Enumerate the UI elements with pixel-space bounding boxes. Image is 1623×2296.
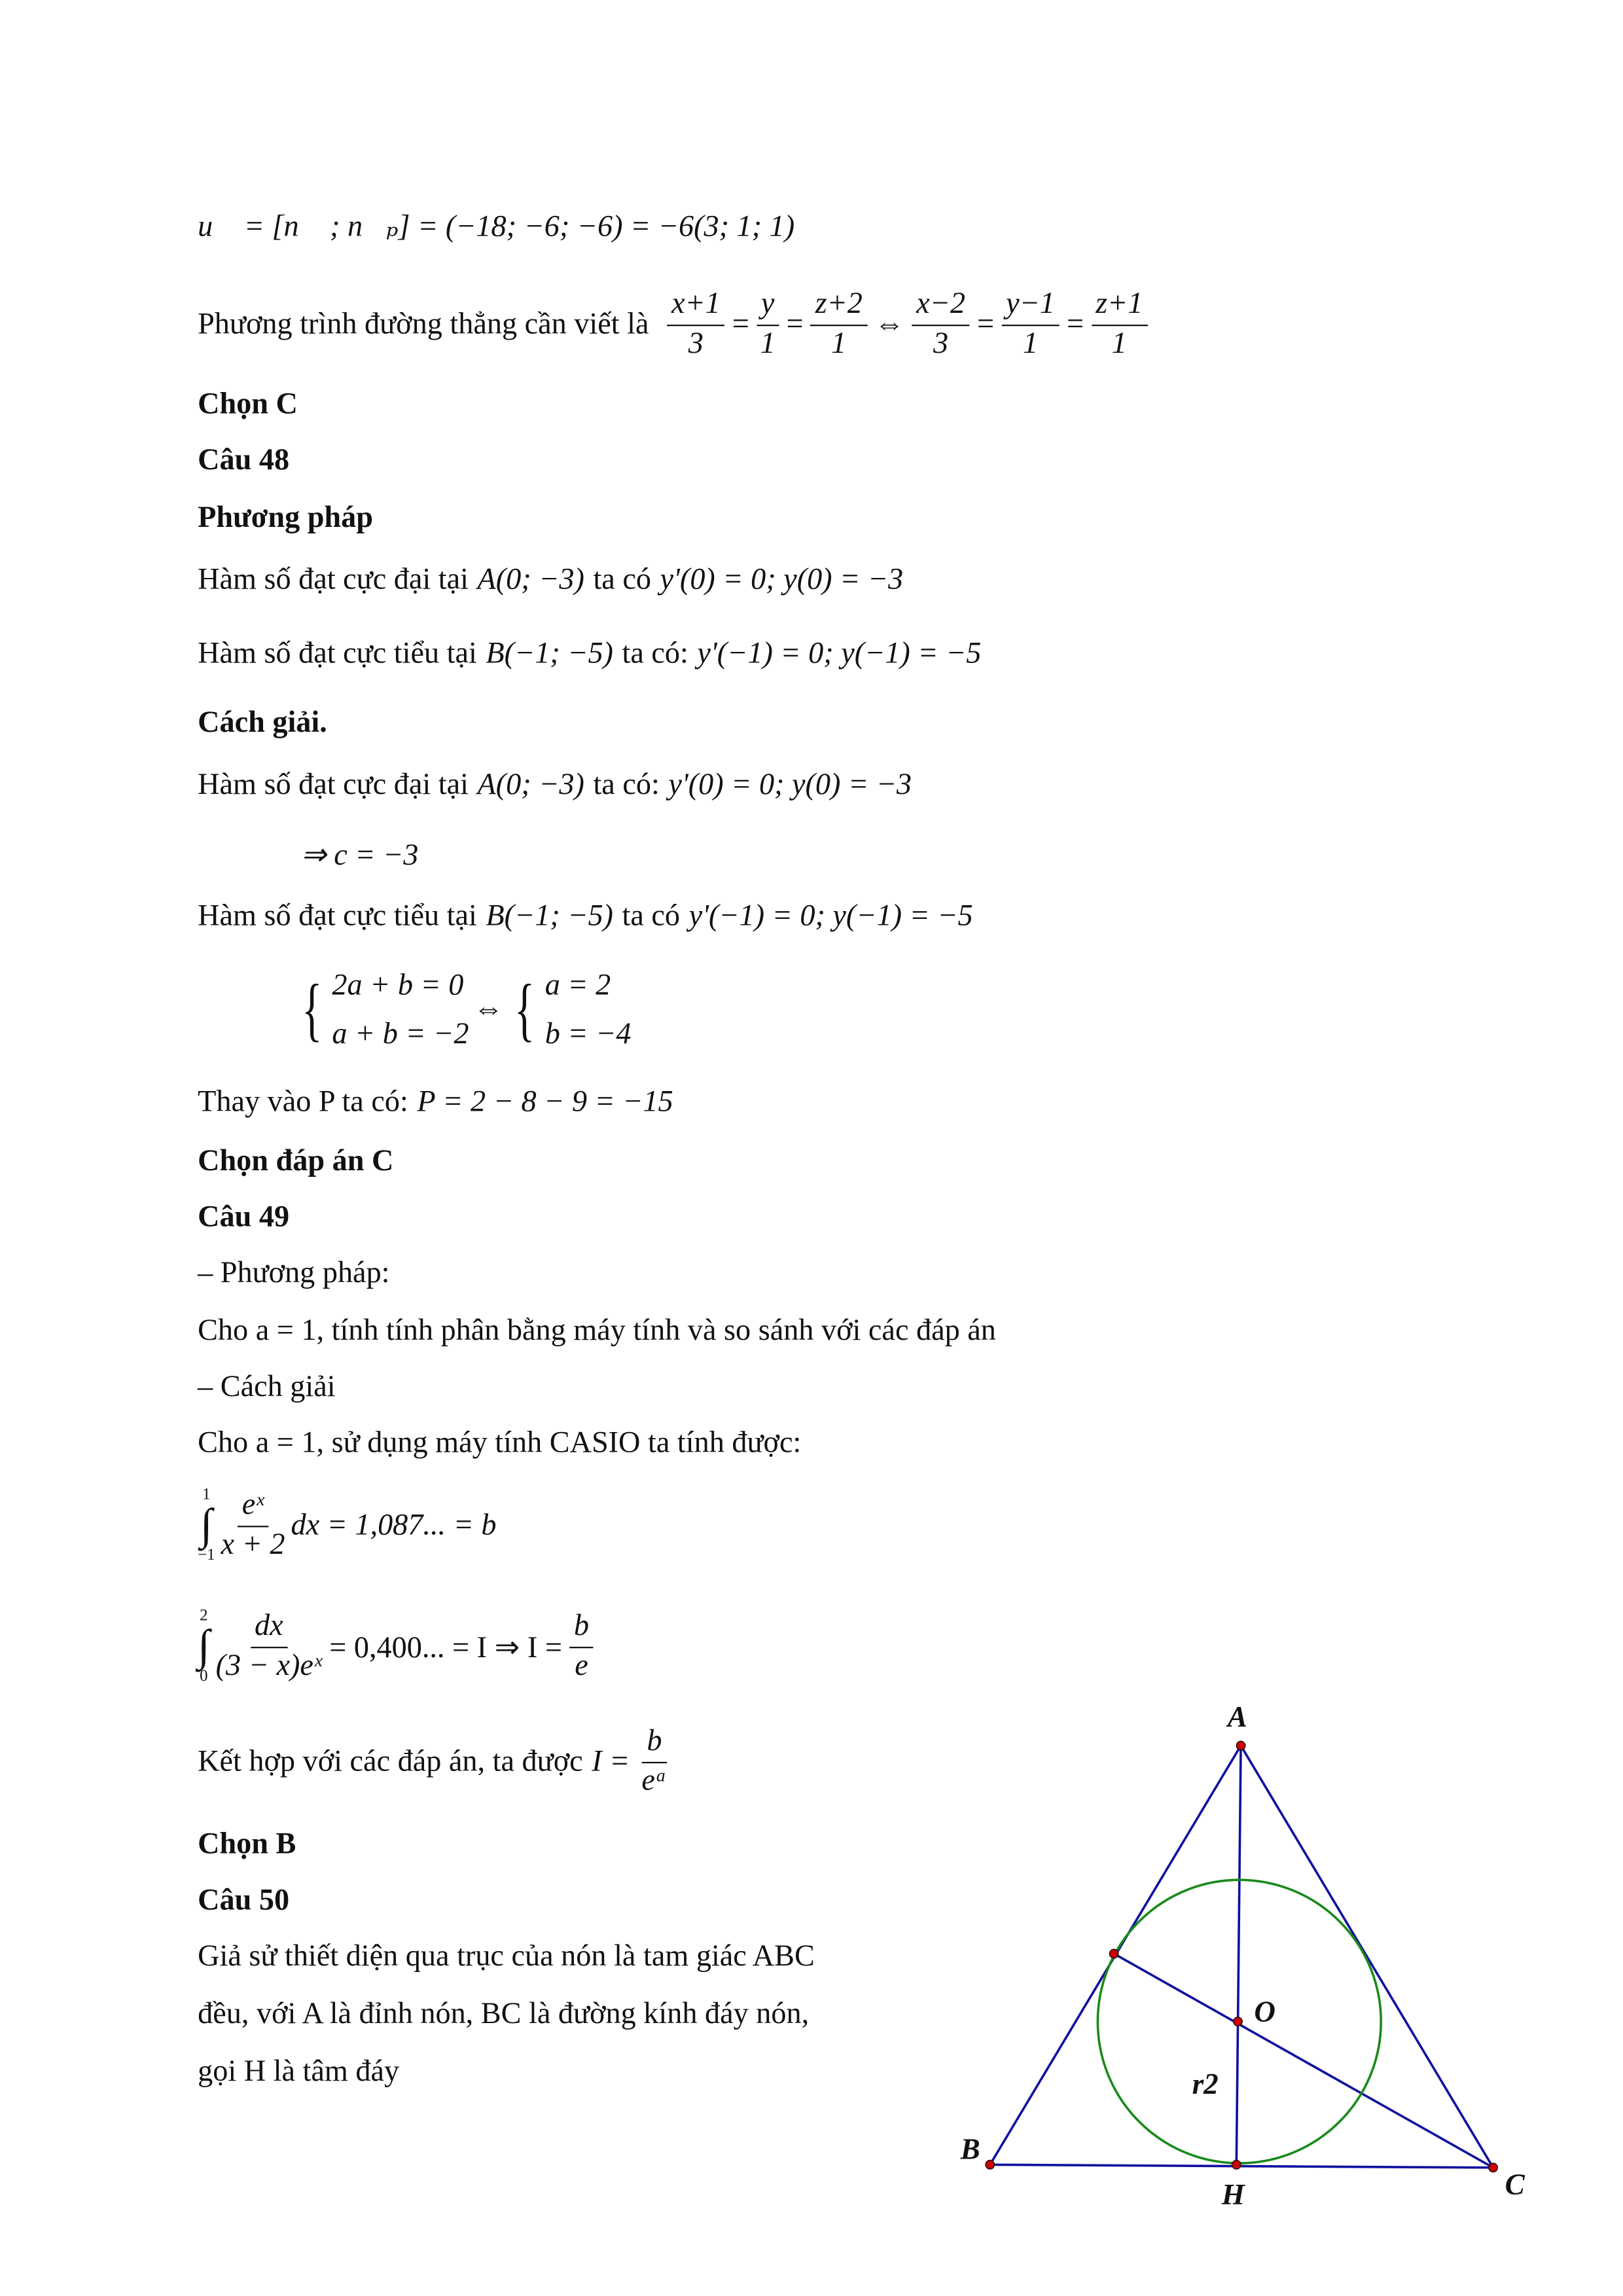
fraction: $\frac{z+1}{1}$ (1091, 286, 1147, 363)
method-line-1: Hàm số đạt cực đại tại A(0; −3) ta có y'(0) = 0; y(0) = −3 (198, 564, 904, 596)
integral-2: 2 ∫ 0 $\frac{dx}{\text{(3 − x)eˣ}}$ = 0,400... = I ⇒ I = $\frac{b}{e}$ (198, 1608, 596, 1685)
label-b: B (960, 2132, 980, 2166)
question-heading: Câu 48 (198, 444, 290, 477)
text: Phương trình đường thẳng cần viết là (198, 308, 649, 340)
paragraph-line: đều, với A là đỉnh nón, BC là đường kính đáy nón, (198, 1998, 810, 2031)
conclusion-line: Kết hợp với các đáp án, ta được I = $\frac{b}{\text{eᵃ}}$ (198, 1723, 670, 1801)
altitude-ah (1236, 1746, 1241, 2164)
label-c: C (1505, 2168, 1525, 2201)
point-a (1236, 1741, 1245, 1750)
substitute-line: Thay vào P ta có: P = 2 − 8 − 9 = −15 (198, 1086, 673, 1119)
solution-line-2: ⇒ c = −3 (300, 839, 419, 872)
method-heading: Phương pháp (198, 501, 373, 535)
answer-heading: Chọn B (198, 1828, 296, 1861)
solution-line-3: Hàm số đạt cực tiểu tại B(−1; −5) ta có y'(−1) = 0; y(−1) = −5 (198, 900, 973, 933)
label-h: H (1221, 2178, 1245, 2212)
label-o: O (1254, 1995, 1275, 2028)
integral-1: 1 ∫ −1 $\frac{\text{eˣ}}{x + 2}$ dx = 1,087... = b (198, 1486, 497, 1565)
solution-heading: Cách giải. (198, 706, 327, 740)
fraction: $\frac{x-2}{3}$ (912, 286, 969, 363)
fraction: $\frac{y}{1}$ (757, 286, 779, 363)
method-line-2: Hàm số đạt cực tiểu tại B(−1; −5) ta có: y'(−1) = 0; y(−1) = −5 (198, 637, 982, 670)
paragraph-line: gọi H là tâm đáy (198, 2055, 400, 2089)
label-r2: r2 (1192, 2068, 1219, 2101)
answer-heading: Chọn C (198, 387, 298, 421)
point-b (986, 2161, 995, 2170)
point-o (1234, 2017, 1243, 2026)
bisector-from-c (1114, 1954, 1493, 2168)
question-heading: Câu 50 (198, 1884, 290, 1917)
triangle-abc (990, 1746, 1493, 2168)
point-h (1232, 2161, 1241, 2170)
fraction: $\frac{x+1}{3}$ (667, 286, 724, 363)
label-a: A (1227, 1700, 1247, 1733)
paragraph-line: Giả sử thiết diện qua trục của nón là tam giác ABC (198, 1940, 815, 1973)
tangent-point (1109, 1949, 1118, 1958)
fraction: $\frac{z+2}{1}$ (811, 286, 867, 363)
question-heading: Câu 49 (198, 1201, 290, 1234)
solution-line-1: Hàm số đạt cực đại tại A(0; −3) ta có: y'(0) = 0; y(0) = −3 (198, 768, 912, 802)
vector-u-equation: u⃗ = [n⃗ ; n⃗ₚ] = (−18; −6; −6) = −6(3; 1; 1) (198, 211, 795, 243)
answer-heading: Chọn đáp án C (198, 1145, 394, 1178)
method-text: – Phương pháp: (198, 1257, 390, 1290)
solution-text: – Cách giải (198, 1371, 336, 1404)
fraction: $\frac{y-1}{1}$ (1001, 286, 1059, 363)
method-desc: Cho a = 1, tính tính phân bằng máy tính và so sánh với các đáp án (198, 1314, 996, 1348)
point-c (1489, 2163, 1498, 2172)
equation-system: { 2a + b = 0 a + b = −2 ⇔ { a = 2 b = −4 (302, 969, 632, 1050)
line-equation: Phương trình đường thẳng cần viết là $\frac{x+1}{3}$ = $\frac{y}{1}$ = $\frac{z+2}{1}$ ⇔ $\frac{x-2}{3}$ = $\frac{y-1}{1}$ = $\frac{z+1}{1}$ (198, 286, 1150, 363)
solution-desc: Cho a = 1, sử dụng máy tính CASIO ta tính được: (198, 1427, 802, 1460)
